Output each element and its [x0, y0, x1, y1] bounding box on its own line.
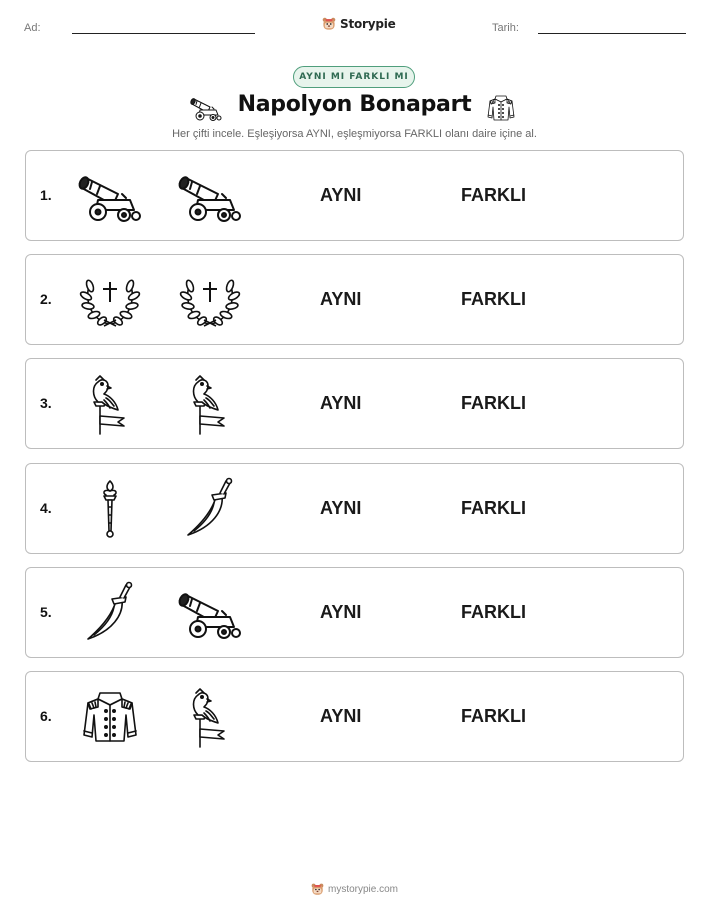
footer: [0, 880, 709, 898]
question-row: [25, 463, 684, 554]
option-different[interactable]: FARKLI: [461, 706, 526, 726]
cannon-icon: [78, 164, 142, 228]
option-same[interactable]: AYNI: [320, 706, 362, 726]
question-number: 4.: [40, 499, 52, 516]
cannon-icon: [190, 92, 222, 124]
instructions: Her çifti incele. Eşleşiyorsa AYNI, eşleşmiyorsa FARKLI olanı daire içine al.: [172, 128, 537, 140]
option-different[interactable]: FARKLI: [461, 601, 526, 622]
question-row: [25, 567, 684, 658]
brand-name: Storypie: [340, 17, 396, 31]
saber-icon: [178, 477, 242, 541]
question-row: [25, 150, 684, 241]
military-jacket-icon: [78, 685, 142, 749]
cannon-icon: [178, 581, 242, 645]
title-row: [0, 92, 709, 124]
brand-logo: [322, 14, 396, 34]
name-label: Ad:: [24, 22, 41, 34]
question-number: 1.: [40, 187, 52, 203]
question-number: 3.: [40, 395, 52, 412]
question-number: 5.: [40, 603, 52, 620]
question-row: [25, 254, 684, 345]
option-different[interactable]: FARKLI: [461, 289, 526, 310]
option-same[interactable]: AYNI: [320, 289, 362, 310]
option-different[interactable]: FARKLI: [461, 185, 526, 205]
saber-icon: [78, 581, 142, 645]
option-same[interactable]: AYNI: [320, 185, 362, 205]
activity-badge: AYNI MI FARKLI MI: [293, 66, 415, 88]
question-number: 6.: [40, 708, 52, 724]
question-row: [25, 671, 684, 762]
eagle-standard-icon: [178, 372, 242, 436]
date-line[interactable]: [538, 33, 686, 34]
cannon-icon: [178, 164, 242, 228]
option-same[interactable]: AYNI: [320, 601, 362, 622]
scepter-icon: [78, 477, 142, 541]
question-row: [25, 358, 684, 449]
header: [0, 14, 709, 42]
eagle-standard-icon: [178, 685, 242, 749]
name-line[interactable]: [72, 33, 255, 34]
page-title: Napolyon Bonapart: [237, 92, 472, 117]
storypie-mascot-icon: [311, 883, 324, 896]
date-label: Tarih:: [492, 22, 519, 34]
footer-site: mystorypie.com: [327, 883, 398, 895]
eagle-standard-icon: [78, 372, 142, 436]
laurel-wreath-cross-icon: [178, 268, 242, 332]
storypie-mascot-icon: [322, 17, 336, 31]
option-different[interactable]: FARKLI: [461, 497, 526, 518]
military-jacket-icon: [485, 92, 517, 124]
question-number: 2.: [40, 291, 52, 308]
option-different[interactable]: FARKLI: [461, 393, 526, 414]
option-same[interactable]: AYNI: [320, 393, 362, 414]
option-same[interactable]: AYNI: [320, 497, 362, 518]
laurel-wreath-cross-icon: [78, 268, 142, 332]
